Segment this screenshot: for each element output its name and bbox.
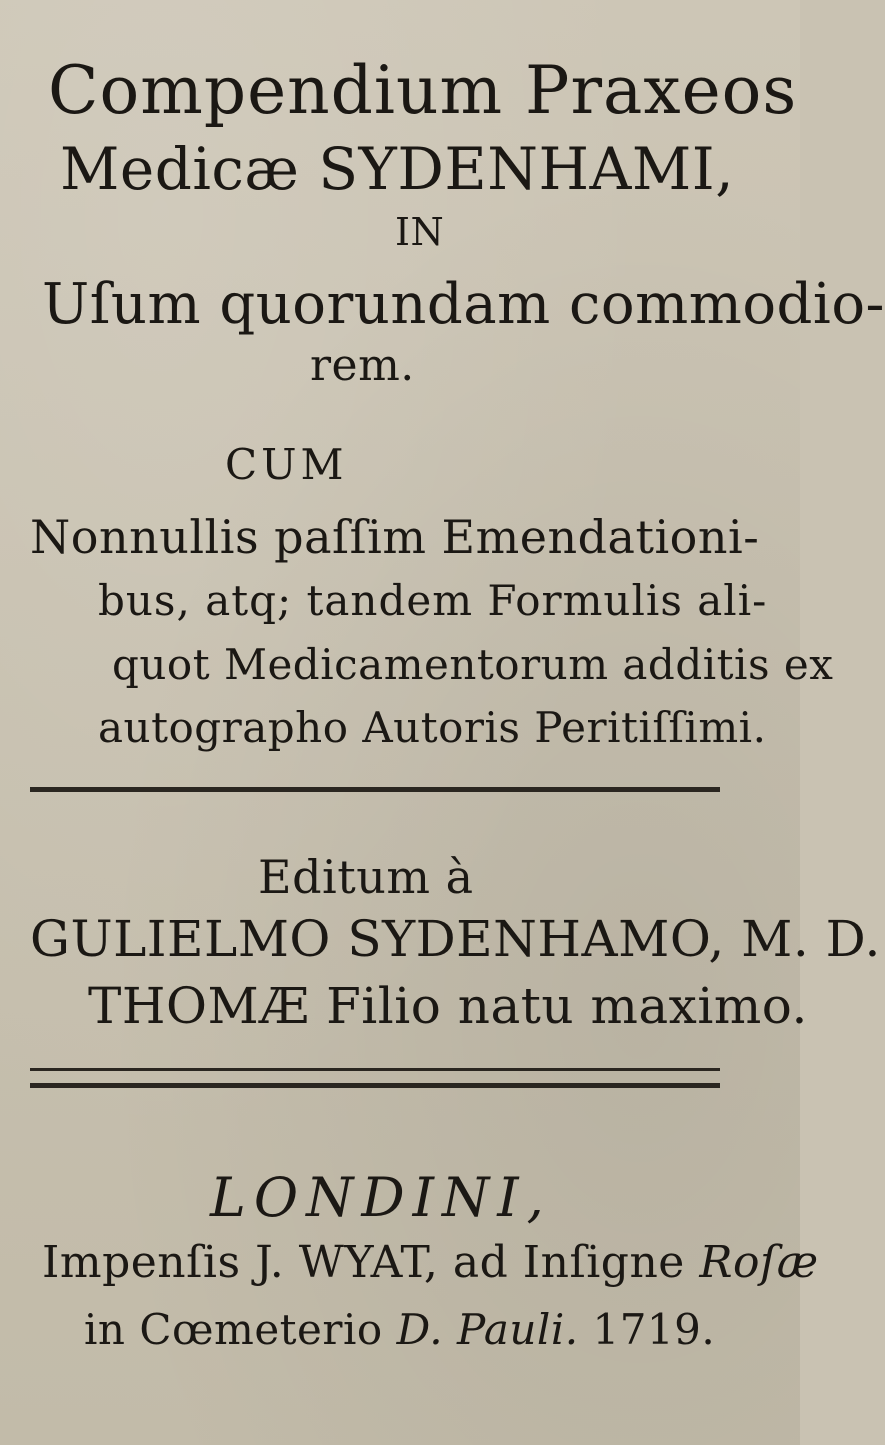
imprint-rosae: Roſæ: [699, 1237, 819, 1288]
title-line-8: bus, atq; tandem Formulis ali-: [98, 576, 768, 625]
imprint-coemeterio: in Cœmeterio: [84, 1305, 397, 1354]
title-line-2-sydenhami: SYDENHAMI,: [318, 135, 735, 203]
divider-rule-1: [30, 787, 720, 792]
imprint-d-pauli: D. Pauli.: [396, 1305, 579, 1354]
imprint-city: LONDINI,: [210, 1166, 552, 1229]
editor-thomae: THOMÆ: [88, 977, 327, 1035]
imprint-wyat: WYAT,: [298, 1237, 439, 1288]
title-line-7: Nonnullis paſſim Emendationi-: [30, 510, 760, 564]
editor-line-3: [88, 977, 808, 1035]
title-line-4: Uſum quorundam commodio-: [42, 272, 885, 337]
imprint-year: 1719.: [578, 1305, 716, 1354]
title-line-5: rem.: [310, 340, 415, 391]
title-line-3: IN: [395, 210, 445, 254]
divider-rule-2: [30, 1068, 720, 1071]
title-line-1: Compendium Praxeos: [48, 52, 798, 129]
imprint-ad-insigne: ad Inſigne: [438, 1237, 700, 1288]
editor-name: GULIELMO SYDENHAMO,: [30, 910, 742, 968]
title-line-9: quot Medicamentorum additis ex: [112, 640, 834, 689]
editor-degree: M. D.: [741, 910, 881, 968]
title-line-10: autographo Autoris Peritiſſimi.: [98, 703, 767, 752]
title-line-6: CUM: [225, 440, 348, 489]
editor-line-1: Editum à: [258, 850, 474, 904]
divider-rule-3: [30, 1083, 720, 1088]
imprint-line-2: [42, 1237, 819, 1288]
title-line-2: [60, 135, 734, 203]
title-line-2-medicae: Medicæ: [60, 135, 319, 203]
imprint-impensis: Impenſis J.: [42, 1237, 299, 1288]
editor-filio: Filio natu maximo.: [326, 977, 808, 1035]
editor-line-2: [30, 910, 881, 968]
imprint-line-3: [84, 1305, 715, 1354]
